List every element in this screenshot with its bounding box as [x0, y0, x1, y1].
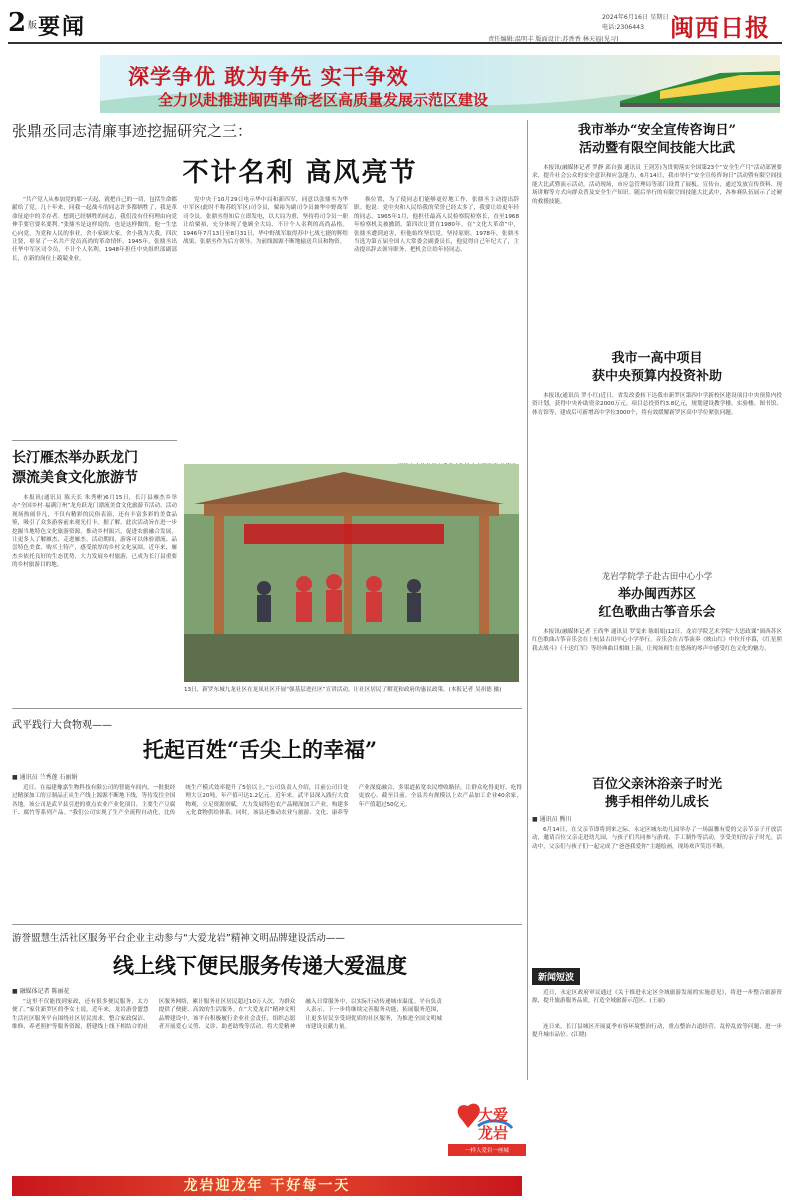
da-ai-longyan-logo [448, 1098, 526, 1170]
editors-line: 责任编辑:温明丰 版面设计:苏香香 林天福(见习) [488, 36, 619, 43]
story3-kicker: 龙岩学院学子赴古田中心小学 [601, 572, 713, 582]
left-story-body: 本报讯(通讯员 陈天长 朱秀彬)6月15日，长汀县雁杰乡举办“全国乡村·福满汀州”龙舟跃龙门漂流美食文化旅游节活动。活动现场热闹非凡，不仅有精彩的民俗表演，还有丰富多彩的美食品鉴，吸引了众多游客前来观光打卡。据了解，此次活动旨在进一步挖掘当地特色文化旅游资源，推动乡村振兴，促进农旅融合发展，让更多人了解雁杰、走进雁杰。活动期间，游客可以体验漂流、品尝特色美食、购买土特产，感受浓厚的乡村文化氛围。近年来，雁杰乡依托良好的生态优势，大力发展乡村旅游，已成为长汀县重要的乡村旅游目的地。 [12, 495, 177, 569]
food-kicker: 武平践行大食物观—— [12, 720, 112, 731]
banner-line-1: 深学争优 敢为争先 实干争效 [128, 64, 409, 89]
footer-slogan-bar [12, 1176, 522, 1196]
lead-kicker: 张鼎丞同志清廉事迹挖掘研究之三： [12, 122, 253, 140]
story4-body: 6月14日，在父亲节即将到来之际，永定区城东幼儿园举办了一场温馨有爱的父亲节亲子开放活动，邀请百位父亲走进幼儿园，与孩子们共同参与游戏、手工制作等活动，享受美好的亲子时光。活动中，父亲们与孩子们一起完成了“爸爸我爱你”主题绘画，现场欢声笑语不断。 [532, 827, 782, 850]
story4-title: 百位父亲沐浴亲子时光 携手相伴幼儿成长 [591, 777, 722, 810]
service-byline: ■ 融媒体记者 陈丽花 [12, 988, 70, 995]
lead-photo-caption: 13日，新罗东城九龙社区在龙凤社区开展“强基层进社区”宣讲活动，让社区居民了解党和政府的惠民政策。(本报记者 吴祖德 摄) [184, 687, 502, 693]
story3-title: 举办闽西苏区 红色歌曲古筝音乐会 [598, 587, 716, 620]
section-title: 要闻 [38, 14, 87, 40]
story2-body: 本报讯(通讯员 罗小红)近日，省发改委转下达我市新罗区第四中学新校区建设项目中央预算内投资计划，获得中央补助资金2000万元。项目总投资约3.8亿元，规划建设教学楼、实验楼、图书馆、体育馆等，建成后可新增高中学位3000个，将有效缓解新罗区高中学位紧张问题。 [532, 393, 782, 416]
food-byline: ■ 通讯员 兰秀莲 石丽娟 [12, 774, 78, 781]
date-line: 2024年6月16日 星期日 [602, 14, 669, 21]
story1-title: 我市举办“安全宣传咨询日” 活动暨有限空间技能大比武 [578, 123, 736, 156]
banner-line-2: 全力以赴推进闽西革命老区高质量发展示范区建设 [158, 91, 489, 109]
service-body: “这里不仅能找到家政，还有很多便民服务，太方便了。”家住新罗区的李女士说。近年来，龙岩游誉盟慧生活社区服务平台围绕社区居民需求，整合家政保洁、维修、养老照护等服务资源，搭建线上线下相结合的社区服务网络，累计服务社区居民超过10万人次，为群众提供了便捷、高效的生活服务。在“大爱龙岩”精神文明品牌建设中，该平台积极履行企业社会责任，组织志愿者开展爱心义剪、义诊、助老助残等活动，将大爱精神融入日常服务中，以实际行动传递城市温度。平台负责人表示，下一步将继续完善服务功能，拓展服务范围，让更多居民享受到优质的社区服务，为推进全国文明城市建设贡献力量。 [12, 999, 442, 1031]
story3-body: 本报讯(融媒体记者 王尚华 通讯员 罗雯来 陈娟娟)12日，龙岩学院艺术学院“大思政课”闽西苏区红色歌曲古筝音乐会在上杭县古田中心小学举行。音乐会在古筝演奏《映山红》中拉开序幕，《红星照我去战斗》《十送红军》等经典曲目相继上演，让现场师生在悠扬的琴声中感受红色文化的魅力。 [532, 629, 782, 652]
food-title: 托起百姓“舌尖上的幸福” [142, 737, 378, 762]
story2-title: 我市一高中项目 获中央预算内投资补助 [591, 351, 722, 384]
lead-photo [184, 464, 519, 682]
lead-column-1: “共产党人从参加党的那一天起，就把自己的一切，包括生命都献给了党。几十年来，同我一起战斗的同志许多都牺牲了，我是革命征途中的幸存者。想到已经牺牲的同志，我们没有任何理由向党伸手要官要名要利。”张鼎丞是这样说的，也是这样做的。他一生忠心向党，为党和人民的事业，舍小家顾大家，舍小我为大我，四次让贤，彰显了一名共产党员高尚的革命情怀。1945年，张鼎丞出任华中军区司令员，不计个人名利。1948年担任中央组织部副部长，在新的岗位上兢兢业业。 [12, 197, 177, 262]
phone-line: 电话:2306443 [602, 24, 645, 31]
headline-banner [100, 55, 780, 113]
page-number: 2 [8, 8, 27, 38]
logo-text-1: 大爱 [478, 1106, 509, 1124]
food-body: 近日，在福建豫嘉生物科技有限公司的智能车间内，一批批经过精深加工的豆制品正从生产线上源源不断地下线，等待发往全国各地。该公司是武平县引进的重点农业产业化项目，主要生产豆腐干、腐竹等系列产品。“我们公司实现了生产全流程自动化，比传统生产模式效率提升了5倍以上。”公司负责人介绍，目前公司日处理大豆20吨，年产值可达1.2亿元。近年来，武平县深入践行大食物观，立足资源禀赋，大力发展特色农产品精深加工产业，构建多元化食物供给体系。同时，该县还推动农业与旅游、文化、康养等产业深度融合，多渠道拓宽农民增收路径，让群众吃得更好、吃得更放心。截至目前，全县共有规模以上农产品加工企业40余家，年产值超过50亿元。 [12, 785, 522, 817]
service-title: 线上线下便民服务传递大爱温度 [113, 953, 407, 978]
lead-column-3: 换位置，为了使同志们能够更好地工作，张鼎丞主动提出辞职。他说：党中央和人民给我的荣誉已经太多了，我要让给更年轻的同志。1965年1月，他担任最高人民检察院检察长，直至1968年检察机关被撤销。第四次让贤在1980年。在“文化大革命”中，张鼎丞遭到迫害，但他始终坚信党，坚持原则。1978年，张鼎丞当选为第五届全国人大常委会副委员长，他觉得自己年纪大了，主动提出辞去领导职务，把机会让给年轻同志。 [354, 197, 519, 254]
lead-column-2: 党中央于10月29日电示华中局和新四军，同意以张鼎丞为华中军区(此时不称苏皖军区)司令员，粟裕为副司令员兼华中野战军司令员。张鼎丞得知后立即发电，以大局为重，坚持将司令员一职让给粟裕，充分体现了他顾全大局、不计个人名利的高尚品格。1946年7月13日至8月31日，华中野战军取得苏中七战七捷的辉煌战果，张鼎丞作为后方领导，为前线源源不断地输送兵员和物资。 [183, 197, 348, 246]
pavilion-scene [184, 464, 519, 682]
news-brief-title: 新闻短波 [532, 968, 580, 985]
lead-title: 不计名利 高风亮节 [182, 158, 418, 188]
right-column [532, 122, 782, 1055]
service-kicker: 游誉盟慧生活社区服务平台企业主动参与“大爱龙岩”精神文明品牌建设活动—— [12, 933, 345, 944]
news-brief-1: 近日，永定区政府审议通过《关于推进永定区全域旅游发展的实施意见》，将进一步整合旅游资源，提升旅游服务品质，打造全域旅游示范区。(王丽) [532, 990, 782, 1005]
logo-text-3: 一样人爱岩一座城 [448, 1144, 526, 1156]
newspaper-logo: 闽西日报 [670, 13, 770, 42]
news-brief-2: 连日来，长汀县城区开展夏季市容环境整治行动，重点整治占道经营、乱停乱放等问题，进一步提升城市品位。(江晓) [532, 1024, 782, 1039]
story1-body: 本报讯(融媒体记者 罗静 邱自强 通讯员 王剑芳)为贯彻落实全国第23个“安全生产月”活动部署要求，提升社会公众的安全意识和应急能力，6月14日，我市举行“安全宣传咨询日”活动暨有限空间技能大比武暨演示活动。活动现场，市应急管理局等部门设置了展板、宣传台，通过发放宣传资料、现场讲解等方式向群众普及安全生产知识。随后举行的有限空间技能大比武中，各参赛队伍展示了过硬的救援技能。 [532, 165, 782, 205]
story4-byline: ■ 通讯员 熊川 [532, 816, 572, 823]
footer-slogan: 龙岩迎龙年 干好每一天 [183, 1178, 351, 1194]
logo-text-2: 龙岩 [478, 1124, 509, 1142]
page-unit: 版 [28, 21, 38, 31]
left-story-title: 长汀雁杰举办跃龙门 漂流美食文化旅游节 [12, 450, 138, 486]
